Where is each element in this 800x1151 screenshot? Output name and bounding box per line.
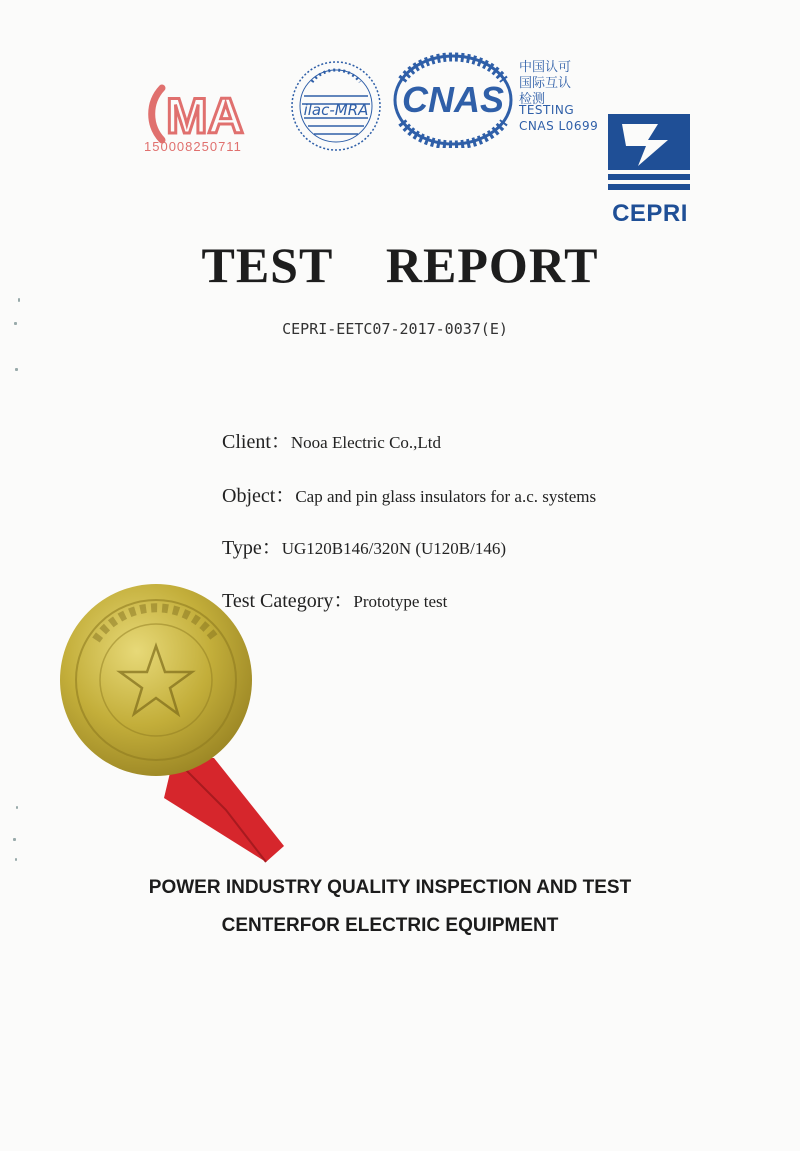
object-field	[222, 479, 596, 508]
cnas-mark: CNAS	[401, 79, 505, 120]
cma-logo-icon	[140, 78, 262, 168]
object-value: Cap and pin glass insulators for a.c. systems	[295, 487, 597, 506]
scan-speck	[13, 838, 16, 841]
cepri-label: CEPRI	[612, 200, 688, 227]
cepri-logo-icon	[608, 114, 690, 194]
client-label: Client：	[222, 431, 291, 453]
cnas-testing-label: TESTING	[519, 103, 575, 117]
scan-speck	[18, 298, 20, 302]
client-field	[222, 425, 441, 454]
test-category-value: Prototype test	[353, 592, 448, 611]
cnas-chinese-line-2: 国际互认	[519, 76, 572, 91]
cma-mark: MA	[166, 88, 244, 144]
cnas-chinese-line-3: 检测	[519, 92, 546, 107]
object-label: Object：	[222, 485, 296, 507]
report-number: CEPRI-EETC07-2017-0037(E)	[282, 320, 508, 338]
page-title: TEST REPORT	[201, 237, 599, 293]
scan-speck	[16, 806, 18, 809]
organization-name-line-1: POWER INDUSTRY QUALITY INSPECTION AND TEST	[148, 877, 632, 898]
star-seal-icon	[56, 580, 296, 870]
ilac-mark: ilac-MRA	[303, 101, 369, 119]
cnas-logo-icon	[392, 52, 514, 148]
scan-speck	[15, 368, 18, 371]
type-field	[222, 531, 506, 560]
ilac-mra-logo-icon	[286, 56, 386, 156]
test-category-label: Test Category：	[222, 590, 354, 612]
scan-speck	[14, 322, 17, 325]
organization-name-line-2: CENTERFOR ELECTRIC EQUIPMENT	[221, 915, 559, 936]
cnas-chinese-line-1: 中国认可	[519, 60, 572, 75]
scan-speck	[15, 858, 17, 861]
type-label: Type：	[222, 537, 282, 559]
cma-certificate-number: 150008250711	[144, 139, 242, 154]
type-value: UG120B146/320N (U120B/146)	[281, 539, 507, 558]
client-value: Nooa Electric Co.,Ltd	[290, 433, 442, 452]
cnas-accreditation-number: CNAS L0699	[519, 119, 599, 133]
